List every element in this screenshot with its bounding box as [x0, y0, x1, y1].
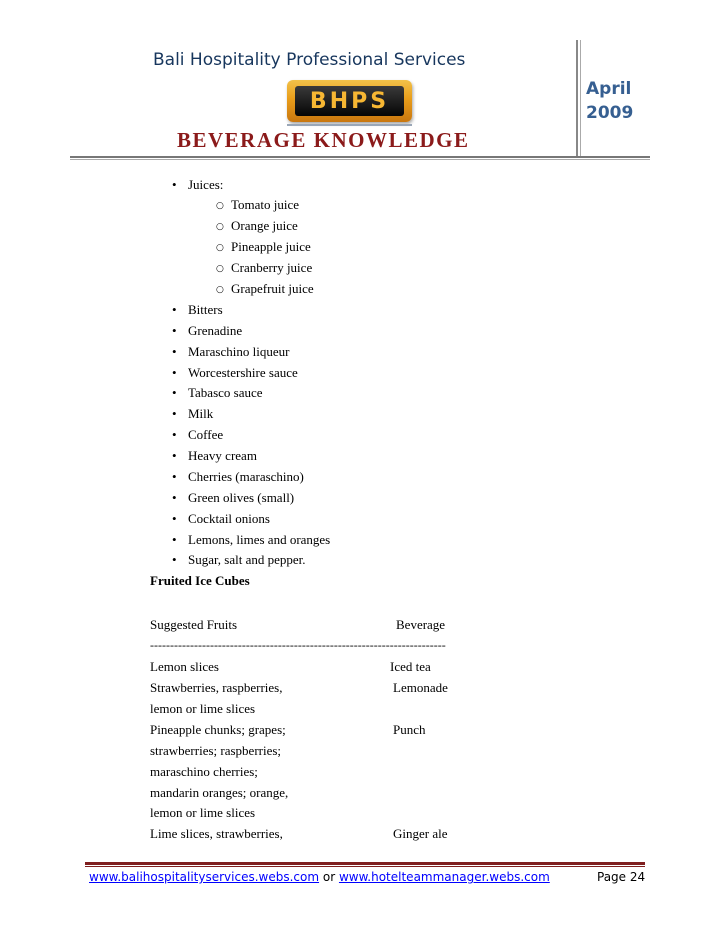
- list-item: Green olives (small): [188, 490, 295, 505]
- table-cell-fruit: Lime slices, strawberries,: [150, 826, 283, 841]
- circle-bullet-icon: ○: [216, 243, 224, 253]
- list-item: Heavy cream: [188, 448, 257, 463]
- bullet-icon: •: [172, 490, 177, 505]
- table-cell-beverage: Iced tea: [390, 659, 431, 674]
- table-cell-fruit: lemon or lime slices: [150, 805, 256, 820]
- bullet-icon: •: [172, 532, 177, 547]
- bullet-icon: •: [172, 448, 177, 463]
- circle-bullet-icon: ○: [216, 222, 224, 232]
- table-cell-fruit: lemon or lime slices: [150, 701, 256, 716]
- section-title: BEVERAGE KNOWLEDGE: [177, 128, 470, 152]
- bullet-icon: •: [172, 344, 177, 359]
- list-item: Grenadine: [188, 323, 243, 338]
- table-cell-beverage: Lemonade: [393, 680, 448, 695]
- bullet-icon: •: [172, 365, 177, 380]
- table-cell-fruit: Strawberries, raspberries,: [150, 680, 283, 695]
- header-org-title: Bali Hospitality Professional Services: [153, 50, 466, 70]
- list-item: Cocktail onions: [188, 511, 270, 526]
- footer-links: [89, 870, 550, 884]
- bullet-icon: •: [172, 385, 177, 400]
- table-cell-beverage: Ginger ale: [393, 826, 448, 841]
- list-item: Sugar, salt and pepper.: [188, 552, 306, 567]
- list-item: Tabasco sauce: [188, 385, 263, 400]
- logo-underline: [287, 124, 412, 126]
- header-rule-thin: [70, 159, 650, 160]
- header-rule: [70, 156, 650, 158]
- table-cell-fruit: Lemon slices: [150, 659, 219, 674]
- circle-bullet-icon: ○: [216, 285, 224, 295]
- list-item: Milk: [188, 406, 214, 421]
- header-divider-vertical: [576, 40, 578, 158]
- date-year: 2009: [586, 103, 634, 123]
- bullet-icon: •: [172, 469, 177, 484]
- list-item: Maraschino liqueur: [188, 344, 290, 359]
- sub-list-item: Grapefruit juice: [231, 281, 314, 296]
- bullet-icon: •: [172, 323, 177, 338]
- beverage-column-header: Beverage: [396, 617, 446, 632]
- bullet-icon: •: [172, 511, 177, 526]
- fruits-column-header: Suggested Fruits: [150, 617, 238, 632]
- bullet-icon: •: [172, 177, 177, 192]
- date-month: April: [586, 79, 632, 99]
- list-item: Bitters: [188, 302, 223, 317]
- sub-list-item: Orange juice: [231, 218, 298, 233]
- table-cell-fruit: maraschino cherries;: [150, 764, 258, 779]
- footer-rule-thin: [85, 866, 645, 867]
- fruited-ice-cubes-heading: Fruited Ice Cubes: [150, 573, 250, 588]
- header-date: [586, 77, 633, 125]
- circle-bullet-icon: ○: [216, 201, 224, 211]
- table-cell-fruit: Pineapple chunks; grapes;: [150, 722, 286, 737]
- bullet-icon: •: [172, 406, 177, 421]
- table-cell-beverage: Punch: [393, 722, 426, 737]
- footer-link-bali[interactable]: www.balihospitalityservices.webs.com: [89, 870, 320, 884]
- list-item: Juices:: [188, 177, 224, 192]
- sub-list-item: Cranberry juice: [231, 260, 313, 275]
- footer-link-hotelteam[interactable]: www.hotelteammanager.webs.com: [338, 870, 550, 884]
- list-item: Worcestershire sauce: [188, 365, 298, 380]
- list-item: Lemons, limes and oranges: [188, 532, 331, 547]
- list-item: Coffee: [188, 427, 224, 442]
- table-divider: --------------------------------------------------------------------------: [150, 638, 446, 652]
- bullet-icon: •: [172, 302, 177, 317]
- table-cell-fruit: strawberries; raspberries;: [150, 743, 282, 758]
- bullet-icon: •: [172, 552, 177, 567]
- table-cell-fruit: mandarin oranges; orange,: [150, 785, 289, 800]
- sub-list-item: Tomato juice: [231, 197, 300, 212]
- sub-list-item: Pineapple juice: [231, 239, 311, 254]
- header-divider-vertical-thin: [580, 40, 581, 158]
- logo-text: BHPS: [295, 86, 404, 116]
- list-item: Cherries (maraschino): [188, 469, 304, 484]
- bullet-icon: •: [172, 427, 177, 442]
- bhps-logo: [287, 80, 412, 122]
- footer-rule: [85, 862, 645, 865]
- footer-or-text: or: [319, 870, 339, 884]
- page-number: Page 24: [597, 870, 646, 884]
- circle-bullet-icon: ○: [216, 264, 224, 274]
